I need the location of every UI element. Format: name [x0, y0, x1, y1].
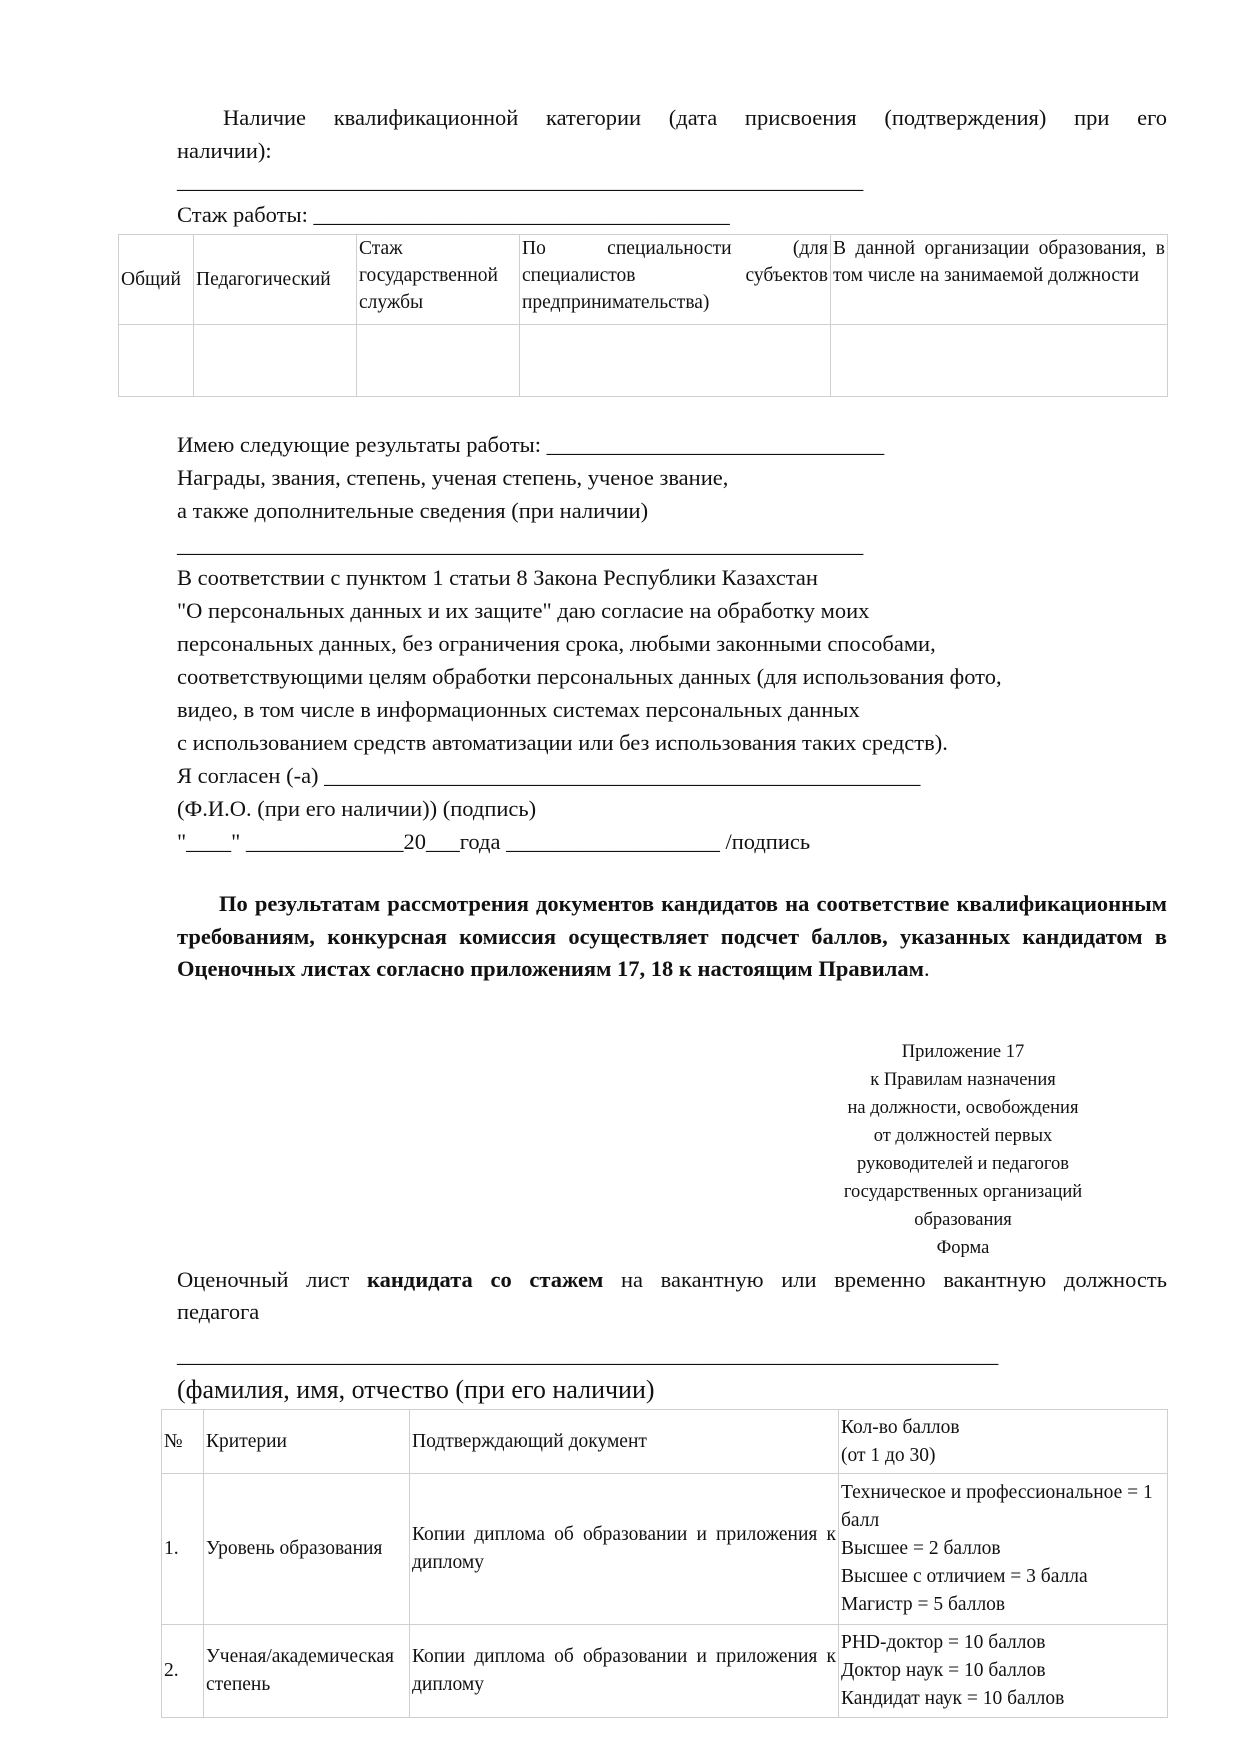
- criteria-row-1-point-3: Высшее с отличием = 3 балла: [841, 1566, 1088, 1587]
- experience-header-specialty: По специальности (для специалистов субъектов предпринимательства): [520, 235, 831, 325]
- appendix-line-7: образования: [914, 1210, 1012, 1230]
- appendix-line-6: государственных организаций: [843, 1182, 1083, 1202]
- appendix-block: [808, 1038, 1118, 1234]
- experience-table-header-row: [119, 235, 1168, 325]
- criteria-row-1-point-4: Магистр = 5 баллов: [841, 1594, 1006, 1615]
- qualification-blank-line: _____________________________________________________________: [177, 168, 864, 193]
- consent-line-5: видео, в том числе в информационных системах персональных данных: [177, 697, 860, 722]
- experience-label: Стаж работы: _____________________________________: [177, 202, 730, 227]
- criteria-row-2-document: Копии диплома об образовании и приложения к диплому: [410, 1625, 839, 1718]
- consent-date-line: "____" ______________20___года ___________________ /подпись: [177, 829, 811, 854]
- table-row: [162, 1625, 1168, 1718]
- criteria-row-2-num: 2.: [162, 1625, 204, 1718]
- appendix-line-1: Приложение 17: [901, 1042, 1025, 1062]
- evaluation-title-bold: кандидата со стажем: [366, 1267, 604, 1292]
- consent-line-1: В соответствии с пунктом 1 статьи 8 Закона Республики Казахстан: [177, 565, 818, 590]
- criteria-row-1-point-1: Техническое и профессиональное = 1 балл: [841, 1482, 1153, 1531]
- consent-line-2: "О персональных данных и их защите" даю согласие на обработку моих: [177, 598, 870, 623]
- experience-cell-specialty[interactable]: [520, 325, 831, 397]
- criteria-row-1-point-2: Высшее = 2 баллов: [841, 1538, 1001, 1559]
- table-row: [162, 1474, 1168, 1625]
- criteria-row-2-points: [839, 1625, 1168, 1718]
- criteria-row-2-point-2: Доктор наук = 10 баллов: [841, 1660, 1046, 1681]
- experience-cell-civil-service[interactable]: [357, 325, 520, 397]
- evaluation-title-part1: Оценочный лист: [177, 1267, 367, 1292]
- criteria-row-2-point-1: PHD-доктор = 10 баллов: [841, 1632, 1046, 1653]
- evaluation-title-line-1: [177, 1264, 1167, 1296]
- consent-line-6: с использованием средств автоматизации или без использования таких средств).: [177, 730, 948, 755]
- evaluation-title-line-2: педагога: [177, 1299, 260, 1324]
- experience-header-general: Общий: [119, 235, 194, 325]
- bold-paragraph-text: По результатам рассмотрения документов кандидатов на соответствие квалификационным требованиям, конкурсная комиссия осуществляет подсчет баллов, указанных кандидатом в Оценочных листах согласно приложениям 17, 18 к настоящим Правилам: [177, 891, 1167, 981]
- criteria-header-row: [162, 1410, 1168, 1474]
- criteria-header-points-line1: Кол-во баллов: [841, 1416, 960, 1438]
- experience-header-pedagogical: Педагогический: [194, 235, 357, 325]
- qualification-line-1: Наличие квалификационной категории (дата присвоения (подтверждения) при его: [223, 105, 1167, 130]
- experience-cell-organization[interactable]: [831, 325, 1168, 397]
- criteria-header-num: №: [162, 1410, 204, 1474]
- results-line-3: а также дополнительные сведения (при наличии): [177, 498, 649, 523]
- bold-paragraph: [177, 888, 1167, 986]
- consent-fio-line: (Ф.И.О. (при его наличии)) (подпись): [177, 796, 537, 821]
- appendix-line-5: руководителей и педагогов: [857, 1154, 1069, 1174]
- experience-header-organization: В данной организации образования, в том числе на занимаемой должности: [831, 235, 1168, 325]
- experience-table: [118, 234, 1168, 397]
- experience-cell-general[interactable]: [119, 325, 194, 397]
- criteria-row-2-point-3: Кандидат наук = 10 баллов: [841, 1688, 1065, 1709]
- criteria-header-document: Подтверждающий документ: [410, 1410, 839, 1474]
- consent-line-3: персональных данных, без ограничения срока, любыми законными способами,: [177, 631, 936, 656]
- consent-agree-line: Я согласен (-а) _____________________________________________________: [177, 763, 921, 788]
- criteria-row-1-points: [839, 1474, 1168, 1625]
- criteria-header-points: [839, 1410, 1168, 1474]
- consent-line-4: соответствующими целям обработки персональных данных (для использования фото,: [177, 664, 1002, 689]
- criteria-header-criteria: Критерии: [204, 1410, 410, 1474]
- bold-paragraph-tail: .: [923, 956, 930, 981]
- criteria-row-1-criteria: Уровень образования: [204, 1474, 410, 1625]
- experience-table-empty-row: [119, 325, 1168, 397]
- appendix-line-4: от должностей первых: [873, 1126, 1053, 1146]
- criteria-row-1-document: Копии диплома об образовании и приложения к диплому: [410, 1474, 839, 1625]
- evaluation-title-part3: на вакантную или временно вакантную должность: [603, 1267, 1167, 1292]
- evaluation-fio-label: (фамилия, имя, отчество (при его наличии): [177, 1375, 655, 1404]
- criteria-header-points-line2: (от 1 до 30): [841, 1444, 936, 1466]
- appendix-line-2: к Правилам назначения: [870, 1070, 1056, 1090]
- form-label: Форма: [936, 1238, 990, 1258]
- appendix-line-3: на должности, освобождения: [847, 1098, 1079, 1118]
- criteria-row-1-num: 1.: [162, 1474, 204, 1625]
- criteria-row-2-criteria: Ученая/академическая степень: [204, 1625, 410, 1718]
- results-line-2: Награды, звания, степень, ученая степень, ученое звание,: [177, 465, 729, 490]
- results-blank-line: _____________________________________________________________: [177, 532, 864, 557]
- results-line-1: Имею следующие результаты работы: ______________________________: [177, 432, 885, 457]
- experience-cell-pedagogical[interactable]: [194, 325, 357, 397]
- experience-header-civil-service: Стаж государственной службы: [357, 235, 520, 325]
- evaluation-blank-line: _________________________________________________________________________: [177, 1342, 999, 1367]
- qualification-line-2: наличии):: [177, 138, 272, 163]
- criteria-table: [161, 1409, 1168, 1718]
